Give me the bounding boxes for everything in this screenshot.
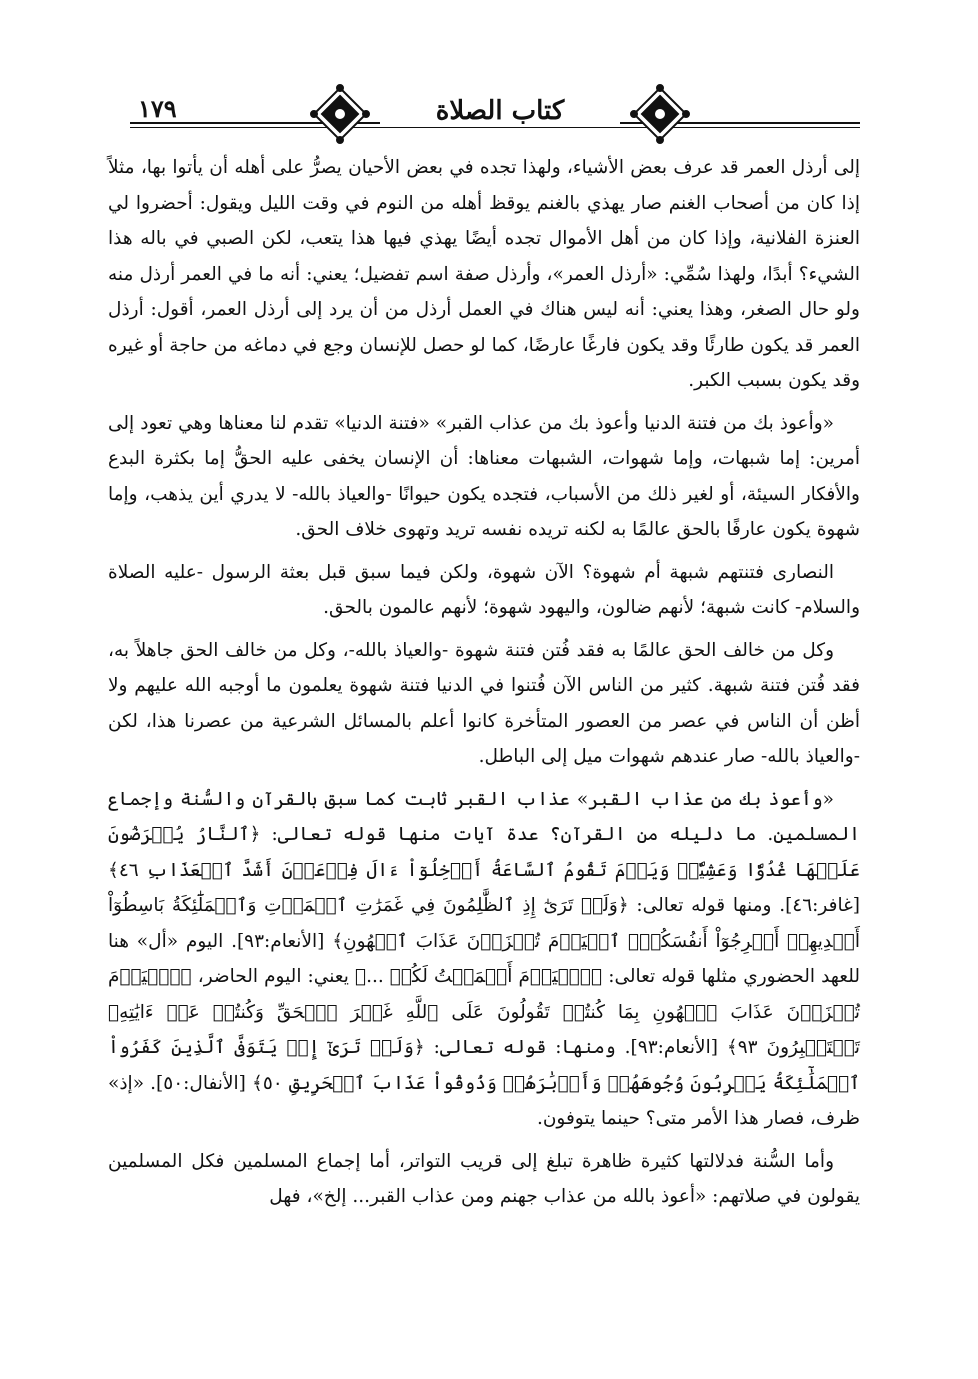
paragraph-3: النصارى فتنتهم شبهة أم شهوة؟ الآن شهوة، ولكن فيما سبق قبل بعثة الرسول -عليه الصلاة والسلام- كانت شبهة؛ لأنهم ضالون، واليهود شهوة؛ لأنهم عالمون بالحق.	[108, 561, 860, 618]
page-number: ١٧٩	[138, 94, 177, 123]
header-rule-thin	[130, 127, 860, 128]
page-body	[108, 150, 860, 1222]
ornament-left-icon	[310, 84, 370, 144]
paragraph-6: وأما السُّنة فدلالتها كثيرة ظاهرة تبلغ إلى قريب التواتر، أما إجماع المسلمين فكل المسلمين يقولون في صلاتهم: «أعوذ بالله من عذاب جهنم ومن عذاب القبر... إلخ»، فهل	[108, 1150, 860, 1207]
paragraph-5: «وأعوذ بك من عذاب القبر» عذاب القبر ثابت كما سبق بالقرآن والسُّنة وإجماع المسلمين. ما دليله من القرآن؟ عدة آيات منها قوله تعالى: ﴿ٱلنَّارُ يُعۡرَضُونَ عَلَيۡهَا غُدُوّٗا وَعَشِيّٗاۚ وَيَوۡمَ تَقُومُ ٱلسَّاعَةُ أَدۡخِلُوٓاْ ءَالَ فِرۡعَوۡنَ أَشَدَّ ٱلۡعَذَابِ ٤٦﴾ [غافر:٤٦]. ومنها قوله تعالى: ﴿وَلَوۡ تَرَىٰٓ إِذِ ٱلظَّٰلِمُونَ فِي غَمَرَٰتِ ٱلۡمَوۡتِ وَٱلۡمَلَٰٓئِكَةُ بَاسِطُوٓاْ أَيۡدِيهِمۡ أَخۡرِجُوٓاْ أَنفُسَكُمُۖ ٱلۡيَوۡمَ تُجۡزَوۡنَ عَذَابَ ٱلۡهُونِ﴾ [الأنعام:٩٣]. اليوم «أل» هنا للعهد الحضوري مثلها قوله تعالى: ﴿ٱلۡيَوۡمَ أَكۡمَلۡتُ لَكُمۡ ...﴾ يعني: اليوم الحاضر، ﴿ٱلۡيَوۡمَ تُجۡزَوۡنَ عَذَابَ ٱلۡهُونِ بِمَا كُنتُمۡ تَقُولُونَ عَلَى ٱللَّهِ غَيۡرَ ٱلۡحَقِّ وَكُنتُمۡ عَنۡ ءَايَٰتِهِۦ تَسۡتَكۡبِرُونَ ٩٣﴾ [الأنعام:٩٣]. ومنها: قوله تعالى: ﴿وَلَوۡ تَرَىٰٓ إِذۡ يَتَوَفَّى ٱلَّذِينَ كَفَرُواْ ٱلۡمَلَٰٓئِكَةُ يَضۡرِبُونَ وُجُوهَهُمۡ وَأَدۡبَٰرَهُمۡ وَذُوقُواْ عَذَابَ ٱلۡحَرِيقِ ٥٠﴾ [الأنفال:٥٠]. «إذ» ظرف، فصار هذا الأمر متى؟ حينما يتوفون.	[108, 788, 861, 1129]
book-title: كتاب الصلاة	[380, 96, 620, 126]
paragraph-4: وكل من خالف الحق عالمًا به فقد فُتن فتنة شهوة -والعياذ بالله-، وكل من خالف الحق جاهلاً به، فقد فُتن فتنة شبهة. كثير من الناس الآن فُتنوا في الدنيا فتنة شهوة يعلمون ما أوجبه الله عليهم ولا أظن أن الناس في عصر من العصور المتأخرة كانوا أعلم بالمسائل الشرعية من عصرنا هذا، لكن -والعياذ بالله- صار عندهم شهوات ميل إلى الباطل.	[108, 639, 860, 767]
paragraph-1: إلى أرذل العمر قد عرف بعض الأشياء، ولهذا تجده في بعض الأحيان يصرُّ على أهله أن يأتوا بها، مثلاً إذا كان من أصحاب الغنم صار يهذي بالغنم يوقظ أهله من النوم في وقت الليل ويقول: أحضروا لي العنزة الفلانية، وإذا كان من أهل الأموال تجده أيضًا يهذي فيها هذا يتعب، لكن الصبي في باله هذا الشيء؟ أبدًا، ولهذا سُمِّي: «أرذل العمر»، وأرذل صفة اسم تفضيل؛ يعني: أنه ما في العمر أرذل منه ولو حال الصغر، وهذا يعني: أنه ليس هناك في العمل أرذل من أن يرد إلى أرذل العمر، أقول: أرذل العمر قد يكون طارئًا وقد يكون فارغًا عارضًا، كما لو حصل للإنسان وجع في دماغه من حاجة أو غيره وقد يكون بسبب الكبر.	[108, 157, 860, 391]
ornament-right-icon	[630, 84, 690, 144]
paragraph-2: «وأعوذ بك من فتنة الدنيا وأعوذ بك من عذاب القبر» «فتنة الدنيا» تقدم لنا معناها وهي تعود إلى أمرين: إما شبهات، وإما شهوات، الشبهات معناها: أن الإنسان يخفى عليه الحقُّ إما بكثرة البدع والأفكار السيئة، أو لغير ذلك من الأسباب، فتجده يكون حيوانًا -والعياذ بالله- لا يدري أين يذهب، وإما شهوة يكون عارفًا بالحق عالمًا به لكنه تريده نفسه تريد وتهوى خلاف الحق.	[108, 412, 860, 540]
page-header	[130, 82, 860, 152]
